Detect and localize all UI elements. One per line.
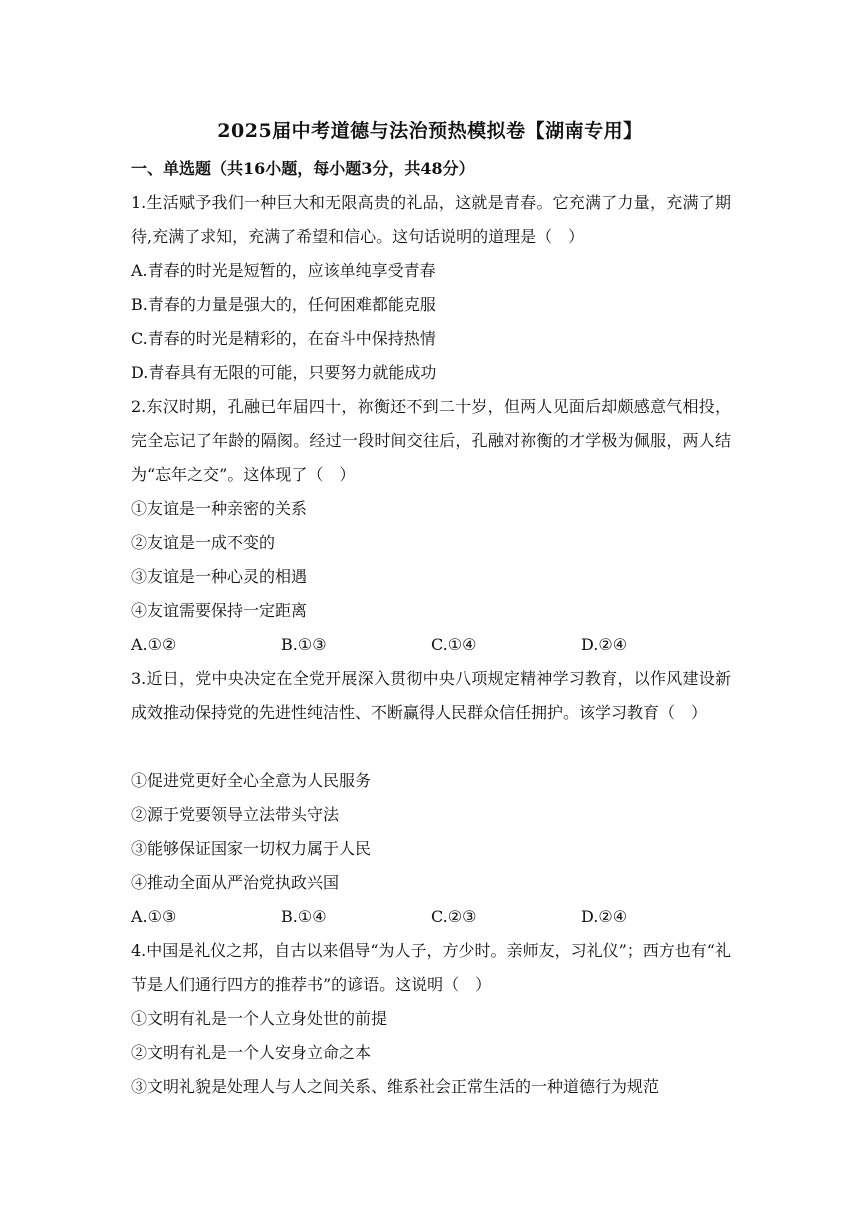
- question-stem: 1.生活赋予我们一种巨大和无限高贵的礼品，这就是青春。它充满了力量，充满了期待,充满了求知，充满了希望和信心。这句话说明的道理是（ ）: [131, 193, 731, 246]
- section-heading: 一、单选题（共16小题，每小题3分，共48分）: [131, 159, 475, 178]
- question-stem: 3.近日，党中央决定在全党开展深入贯彻中央八项规定精神学习教育，以作风建设新成效推动保持党的先进性纯洁性、不断赢得人民群众信任拥护。该学习教育（ ）: [131, 669, 731, 722]
- answer-choice: D.②④: [581, 907, 628, 926]
- statement-item: ①友谊是一种亲密的关系: [131, 499, 308, 518]
- question-list: [131, 186, 731, 1104]
- question-stem: 4.中国是礼仪之邦，自古以来倡导“为人子，方少时。亲师友，习礼仪”；西方也有“礼节是人们通行四方的推荐书”的谚语。这说明（ ）: [131, 941, 731, 994]
- answer-choices-row: [131, 900, 731, 934]
- statement-item: ①促进党更好全心全意为人民服务: [131, 771, 372, 790]
- statement-item: ②友谊是一成不变的: [131, 533, 276, 552]
- answer-choice: B.青春的力量是强大的，任何困难都能克服: [131, 295, 436, 314]
- statement-item: ②源于党要领导立法带头守法: [131, 805, 340, 824]
- answer-choice: D.②④: [581, 635, 628, 654]
- answer-choice: A.①③: [131, 907, 177, 926]
- answer-choice: C.青春的时光是精彩的，在奋斗中保持热情: [131, 329, 436, 348]
- statement-item: ④推动全面从严治党执政兴国: [131, 873, 340, 892]
- answer-choice: C.②③: [431, 907, 477, 926]
- answer-choice: C.①④: [431, 635, 477, 654]
- statement-item: ③文明礼貌是处理人与人之间关系、维系社会正常生活的一种道德行为规范: [131, 1077, 660, 1096]
- answer-choice: A.青春的时光是短暂的，应该单纯享受青春: [131, 261, 436, 280]
- statement-item: ④友谊需要保持一定距离: [131, 601, 308, 620]
- statement-item: ①文明有礼是一个人立身处世的前提: [131, 1009, 388, 1028]
- page-title: 2025届中考道德与法治预热模拟卷【湖南专用】: [217, 120, 643, 142]
- answer-choice: B.①③: [281, 635, 327, 654]
- statement-item: ③能够保证国家一切权力属于人民: [131, 839, 372, 858]
- answer-choice: A.①②: [131, 635, 177, 654]
- statement-item: ③友谊是一种心灵的相遇: [131, 567, 308, 586]
- answer-choice: B.①④: [281, 907, 327, 926]
- question-stem: 2.东汉时期，孔融已年届四十，祢衡还不到二十岁，但两人见面后却颇感意气相投，完全忘记了年龄的隔阂。经过一段时间交往后，孔融对祢衡的才学极为佩服，两人结为“忘年之交”。这体现了（ ）: [131, 397, 731, 484]
- statement-item: ②文明有礼是一个人安身立命之本: [131, 1043, 372, 1062]
- answer-choice: D.青春具有无限的可能，只要努力就能成功: [131, 363, 437, 382]
- answer-choices-row: [131, 628, 731, 662]
